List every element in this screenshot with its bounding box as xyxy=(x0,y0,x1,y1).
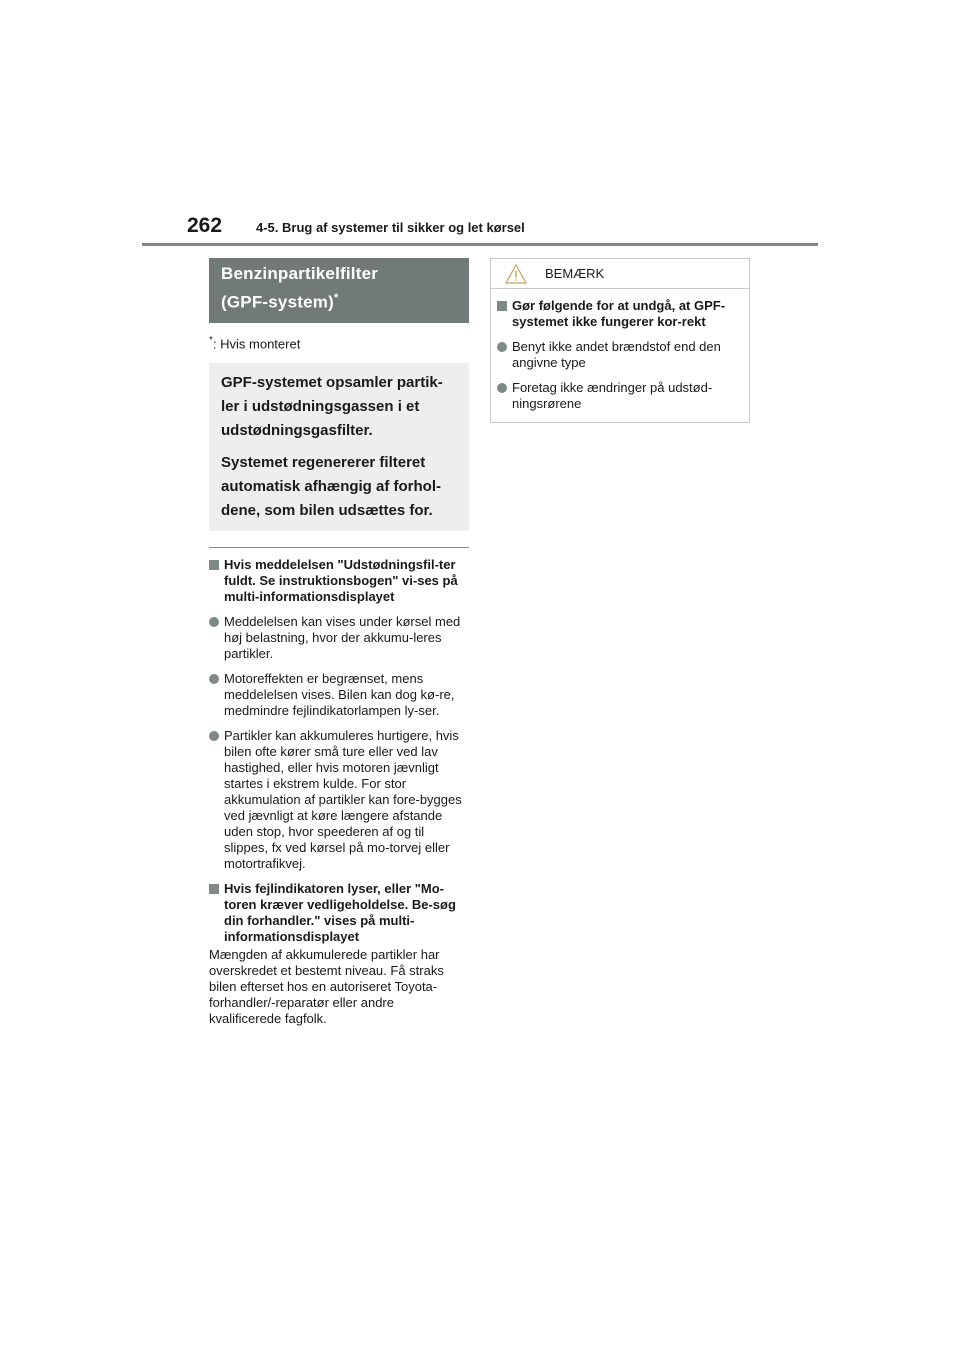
page-number: 262 xyxy=(187,214,223,237)
square-bullet-icon xyxy=(209,560,219,570)
notice-bullet-text: Benyt ikke andet brændstof end den angivne type xyxy=(512,339,721,370)
topic-title-asterisk: * xyxy=(333,292,339,304)
notice-body xyxy=(491,298,749,422)
subheading-item xyxy=(209,557,469,605)
list-item xyxy=(209,728,469,872)
left-column xyxy=(209,258,469,1027)
bullet-text: Partikler kan akkumuleres hurtigere, hvis bilen ofte kører små ture eller ved lav hastighed, eller hvis motoren jævnligt startes i ekstrem kulde. For stor akkumulation af partikler kan fore-bygges ved jævnligt at køre længere afstande uden stop, hvor speederen af og til slippes, fx ved kørsel på mo-torvej eller motortrafikvej. xyxy=(224,727,462,871)
subheading-item xyxy=(497,298,739,330)
notice-title: BEMÆRK xyxy=(545,266,605,281)
subheading-2: Hvis fejlindikatoren lyser, eller "Mo-toren kræver vedligeholdelse. Be-søg din forhandler." vises på multi-informationsdisplayet xyxy=(224,880,456,944)
footnote xyxy=(209,335,469,351)
list-item xyxy=(209,614,469,662)
topic-title-line2 xyxy=(221,286,457,315)
subheading-1: Hvis meddelelsen "Udstødningsfil-ter fuldt. Se instruktionsbogen" vi-ses på multi-informationsdisplayet xyxy=(224,556,458,604)
summary-paragraph-1: GPF-systemet opsamler partik-ler i udstødningsgassen i et udstødningsgasfilter. xyxy=(221,373,443,439)
round-bullet-icon xyxy=(209,617,219,627)
header-rule xyxy=(142,243,818,246)
summary-paragraph-2: Systemet regenererer filteret automatisk afhængig af forhol-dene, som bilen udsættes for. xyxy=(221,453,442,519)
topic-title-box xyxy=(209,258,469,323)
section-divider xyxy=(209,547,469,548)
list-item xyxy=(209,671,469,719)
subheading-item xyxy=(209,881,469,945)
list-item xyxy=(497,339,739,371)
footnote-mark: * xyxy=(209,334,213,346)
bullet-text: Meddelelsen kan vises under kørsel med høj belastning, hvor der akkumu-leres partikler. xyxy=(224,613,461,661)
summary-box xyxy=(209,363,469,531)
round-bullet-icon xyxy=(209,731,219,741)
round-bullet-icon xyxy=(497,383,507,393)
notice-header xyxy=(491,259,749,289)
list-item xyxy=(497,380,739,412)
bullet-text: Motoreffekten er begrænset, mens meddelelsen vises. Bilen kan dog kø-re, medmindre fejlindikatorlampen ly-ser. xyxy=(224,670,455,718)
notice-heading: Gør følgende for at undgå, at GPF-systemet ikke fungerer kor-rekt xyxy=(512,298,726,329)
notice-bullet-text: Foretag ikke ændringer på udstød-ningsrørene xyxy=(512,380,713,411)
warning-triangle-icon xyxy=(505,264,527,284)
notice-box xyxy=(490,258,750,423)
footnote-text: : Hvis monteret xyxy=(212,335,301,351)
square-bullet-icon xyxy=(497,301,507,311)
round-bullet-icon xyxy=(209,674,219,684)
round-bullet-icon xyxy=(497,342,507,352)
topic-title-line1: Benzinpartikelfilter xyxy=(221,264,379,283)
square-bullet-icon xyxy=(209,884,219,894)
section-title: 4-5. Brug af systemer til sikker og let kørsel xyxy=(256,220,525,235)
topic-title-text: (GPF-system) xyxy=(221,292,334,312)
body-paragraph: Mængden af akkumulerede partikler har overskredet et bestemt niveau. Få straks bilen efterset hos en autoriseret Toyota-forhandler/-reparatør eller andre kvalificerede fagfolk. xyxy=(209,946,444,1026)
